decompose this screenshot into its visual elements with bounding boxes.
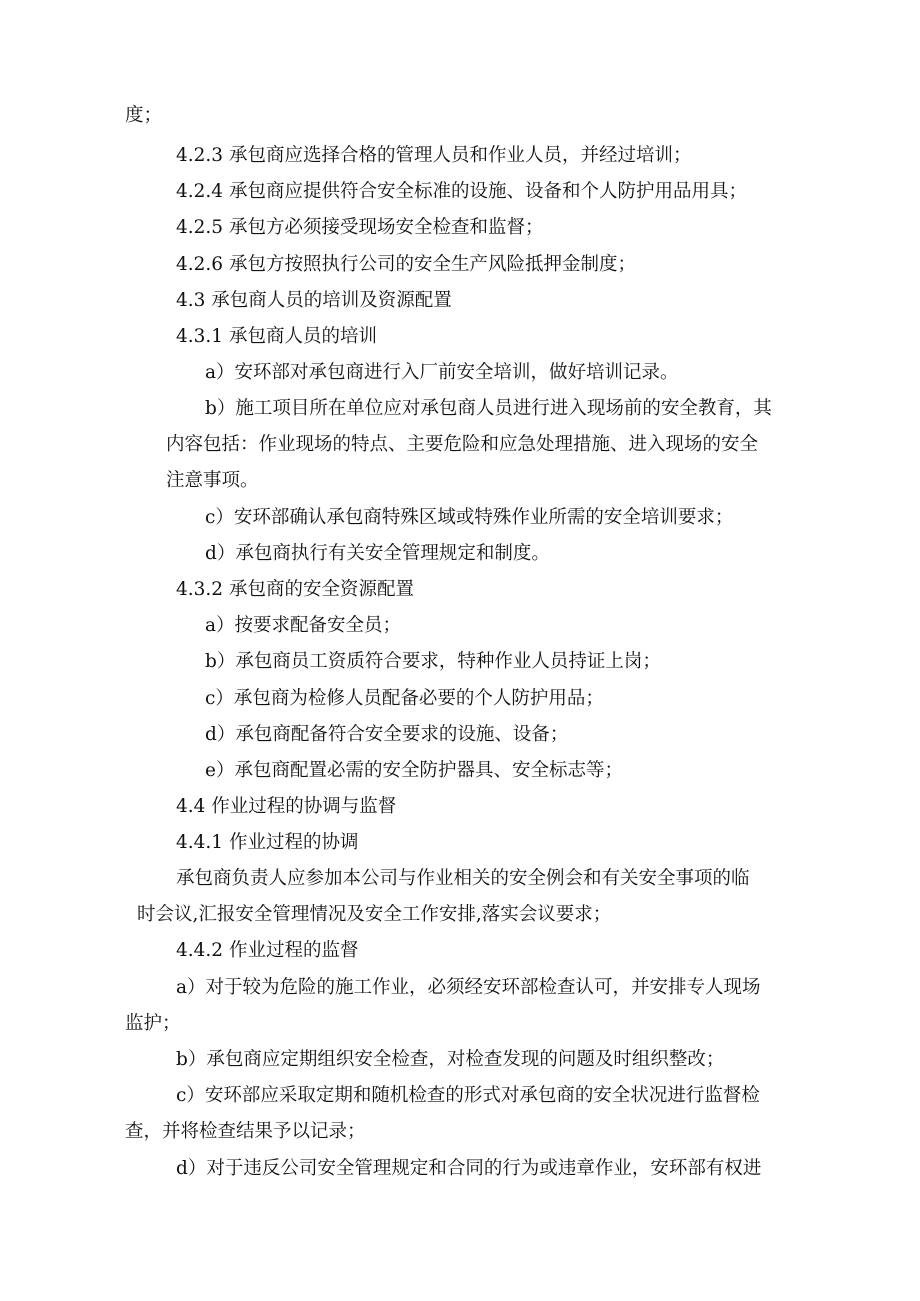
resource-item-e: e）承包商配置必需的安全防护器具、安全标志等；	[205, 760, 623, 781]
section-4-4-1-heading: 4.4.1 作业过程的协调	[176, 832, 359, 853]
section-4-2-3: 4.2.3 承包商应选择合格的管理人员和作业人员，并经过培训；	[176, 145, 692, 166]
section-4-3-1-heading: 4.3.1 承包商人员的培训	[176, 326, 377, 347]
training-item-c: c）安环部确认承包商特殊区域或特殊作业所需的安全培训要求；	[205, 507, 734, 528]
supervision-item-c-line2: 查，并将检查结果予以记录；	[125, 1121, 366, 1142]
resource-item-d: d）承包商配备符合安全要求的设施、设备；	[205, 724, 569, 745]
training-item-b-line2: 内容包括：作业现场的特点、主要危险和应急处理措施、进入现场的安全	[166, 434, 759, 455]
supervision-item-a-line2: 监护；	[125, 1013, 181, 1034]
section-4-4-heading: 4.4 作业过程的协调与监督	[176, 796, 397, 817]
resource-item-a: a）按要求配备安全员；	[205, 615, 402, 636]
coordination-paragraph-line1: 承包商负责人应参加本公司与作业相关的安全例会和有关安全事项的临	[176, 868, 750, 889]
training-item-a: a）安环部对承包商进行入厂前安全培训，做好培训记录。	[205, 362, 679, 383]
training-item-b-line3: 注意事项。	[166, 470, 259, 491]
training-item-b-line1: b）施工项目所在单位应对承包商人员进行进入现场前的安全教育，其	[205, 398, 772, 419]
supervision-item-d-line1: d）对于违反公司安全管理规定和合同的行为或违章作业，安环部有权进	[176, 1158, 762, 1179]
supervision-item-c-line1: c）安环部应采取定期和随机检查的形式对承包商的安全状况进行监督检	[176, 1085, 760, 1106]
section-4-2-6: 4.2.6 承包方按照执行公司的安全生产风险抵押金制度；	[176, 254, 636, 275]
text-line-1: 度；	[125, 105, 163, 126]
resource-item-b: b）承包商员工资质符合要求，特种作业人员持证上岗；	[205, 651, 661, 672]
section-4-2-4: 4.2.4 承包商应提供符合安全标准的设施、设备和个人防护用品用具；	[176, 181, 747, 202]
resource-item-c: c）承包商为检修人员配备必要的个人防护用品；	[205, 688, 604, 709]
training-item-d: d）承包商执行有关安全管理规定和制度。	[205, 543, 550, 564]
section-4-4-2-heading: 4.4.2 作业过程的监督	[176, 940, 359, 961]
supervision-item-b: b）承包商应定期组织安全检查，对检查发现的问题及时组织整改；	[176, 1049, 725, 1070]
section-4-3-2-heading: 4.3.2 承包商的安全资源配置	[176, 579, 414, 600]
section-4-3-heading: 4.3 承包商人员的培训及资源配置	[176, 290, 452, 311]
coordination-paragraph-line2: 时会议,汇报安全管理情况及安全工作安排,落实会议要求；	[137, 904, 612, 925]
section-4-2-5: 4.2.5 承包方必须接受现场安全检查和监督；	[176, 217, 544, 238]
supervision-item-a-line1: a）对于较为危险的施工作业，必须经安环部检查认可，并安排专人现场	[176, 977, 761, 998]
